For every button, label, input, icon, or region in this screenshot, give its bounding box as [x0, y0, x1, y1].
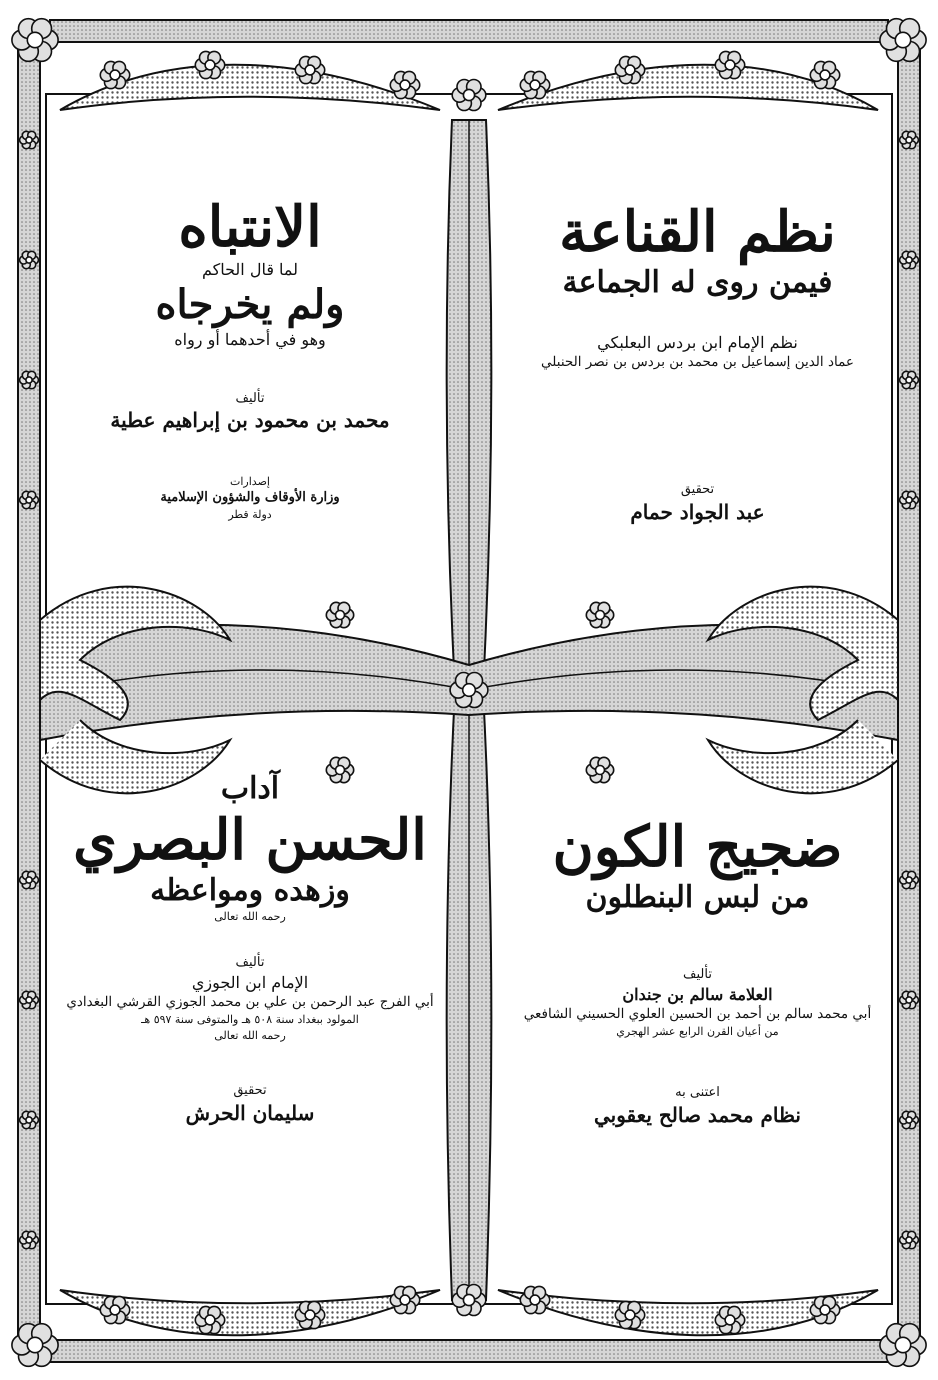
publisher-name: وزارة الأوقاف والشؤون الإسلامية [160, 489, 340, 505]
editor-name: عبد الجواد حمام [630, 500, 765, 525]
flower-ornament-icon [450, 673, 488, 708]
author-line: نظم الإمام ابن بردس البعلبكي [597, 332, 798, 352]
flower-ornament-icon [295, 1301, 324, 1328]
author-full-name: أبي محمد سالم بن أحمد بن الحسين العلوي الحسيني الشافعي [523, 1006, 872, 1023]
flower-ornament-icon [900, 871, 919, 888]
author-label: تأليف [683, 966, 712, 982]
flower-ornament-icon [586, 602, 613, 627]
author-label: تأليف [235, 390, 265, 406]
flower-ornament-icon [20, 1231, 39, 1248]
flower-ornament-icon [20, 871, 39, 888]
book-title: الانتباه [178, 194, 322, 260]
flower-ornament-icon [520, 71, 549, 98]
flower-ornament-icon [12, 19, 58, 62]
panel-bottom-left [60, 770, 440, 1127]
author-line: العلامة سالم بن جندان [622, 984, 773, 1004]
flower-ornament-icon [20, 371, 39, 388]
editor-name: سليمان الحرش [185, 1100, 315, 1125]
author-era: من أعيان القرن الرابع عشر الهجري [616, 1025, 779, 1039]
flower-ornament-icon [900, 251, 919, 268]
flower-ornament-icon [615, 56, 644, 83]
flower-ornament-icon [810, 61, 839, 88]
flower-ornament-icon [452, 80, 486, 111]
flower-ornament-icon [715, 1306, 744, 1333]
panel-top-right [505, 200, 890, 526]
flower-ornament-icon [900, 1231, 919, 1248]
flower-ornament-icon [195, 1306, 224, 1333]
book-subtitle-note: وهو في أحدهما أو رواه [174, 329, 326, 349]
book-title: نظم القناعة [559, 199, 836, 265]
editor-label: تحقيق [233, 1082, 267, 1098]
book-subtitle-main: ولم يخرجاه [155, 280, 345, 328]
book-title: الحسن البصري [73, 806, 427, 873]
editor-label: تحقيق [680, 482, 715, 498]
book-subtitle: وزهده ومواعظه [150, 872, 350, 908]
book-subtitle: لما قال الحاكم [201, 260, 299, 280]
flower-ornament-icon [615, 1301, 644, 1328]
book-title: ضجيج الكون [552, 814, 843, 880]
flower-ornament-icon [295, 56, 324, 83]
flower-ornament-icon [900, 131, 919, 148]
editor-name: نظام محمد صالح يعقوبي [593, 1102, 801, 1127]
flower-ornament-icon [20, 131, 39, 148]
flower-ornament-icon [810, 1296, 839, 1323]
author-full-name: أبي الفرج عبد الرحمن بن علي بن محمد الجوزي القرشي البغدادي [66, 994, 434, 1011]
flower-ornament-icon [100, 1296, 129, 1323]
flower-ornament-icon [900, 1111, 919, 1128]
panel-top-left [60, 195, 440, 522]
flower-ornament-icon [900, 991, 919, 1008]
flower-ornament-icon [326, 602, 353, 627]
book-subtitle-note: رحمه الله تعالى [214, 910, 286, 924]
book-title-top: آداب [220, 771, 280, 806]
publisher-label: إصدارات [230, 475, 270, 489]
flower-ornament-icon [880, 1324, 926, 1367]
flower-ornament-icon [900, 371, 919, 388]
author-prayer: رحمه الله تعالى [214, 1028, 286, 1042]
flower-ornament-icon [20, 491, 39, 508]
author-name: محمد بن محمود بن إبراهيم عطية [110, 408, 390, 433]
flower-ornament-icon [20, 1111, 39, 1128]
book-subtitle: فيمن روى له الجماعة [562, 265, 833, 301]
flower-ornament-icon [20, 251, 39, 268]
author-line: الإمام ابن الجوزي [191, 972, 309, 992]
flower-ornament-icon [12, 1324, 58, 1367]
publisher-country: دولة قطر [228, 507, 272, 521]
author-full-name: عماد الدين إسماعيل بن محمد بن بردس بن نصر الحنبلي [541, 354, 854, 371]
flower-ornament-icon [452, 1285, 486, 1316]
editor-label: اعتنى به [675, 1084, 720, 1100]
flower-ornament-icon [100, 61, 129, 88]
author-label: تأليف [235, 954, 265, 970]
panel-bottom-right [505, 815, 890, 1129]
flower-ornament-icon [586, 757, 613, 782]
flower-ornament-icon [390, 71, 419, 98]
flower-ornament-icon [20, 991, 39, 1008]
flower-ornament-icon [390, 1286, 419, 1313]
flower-ornament-icon [880, 19, 926, 62]
book-subtitle: من لبس البنطلون [585, 880, 810, 916]
flower-ornament-icon [520, 1286, 549, 1313]
flower-ornament-icon [195, 51, 224, 78]
author-dates: المولود ببغداد سنة ٥٠٨ هـ والمتوفى سنة ٥٩٧ هـ [141, 1013, 359, 1027]
flower-ornament-icon [900, 491, 919, 508]
flower-ornament-icon [715, 51, 744, 78]
